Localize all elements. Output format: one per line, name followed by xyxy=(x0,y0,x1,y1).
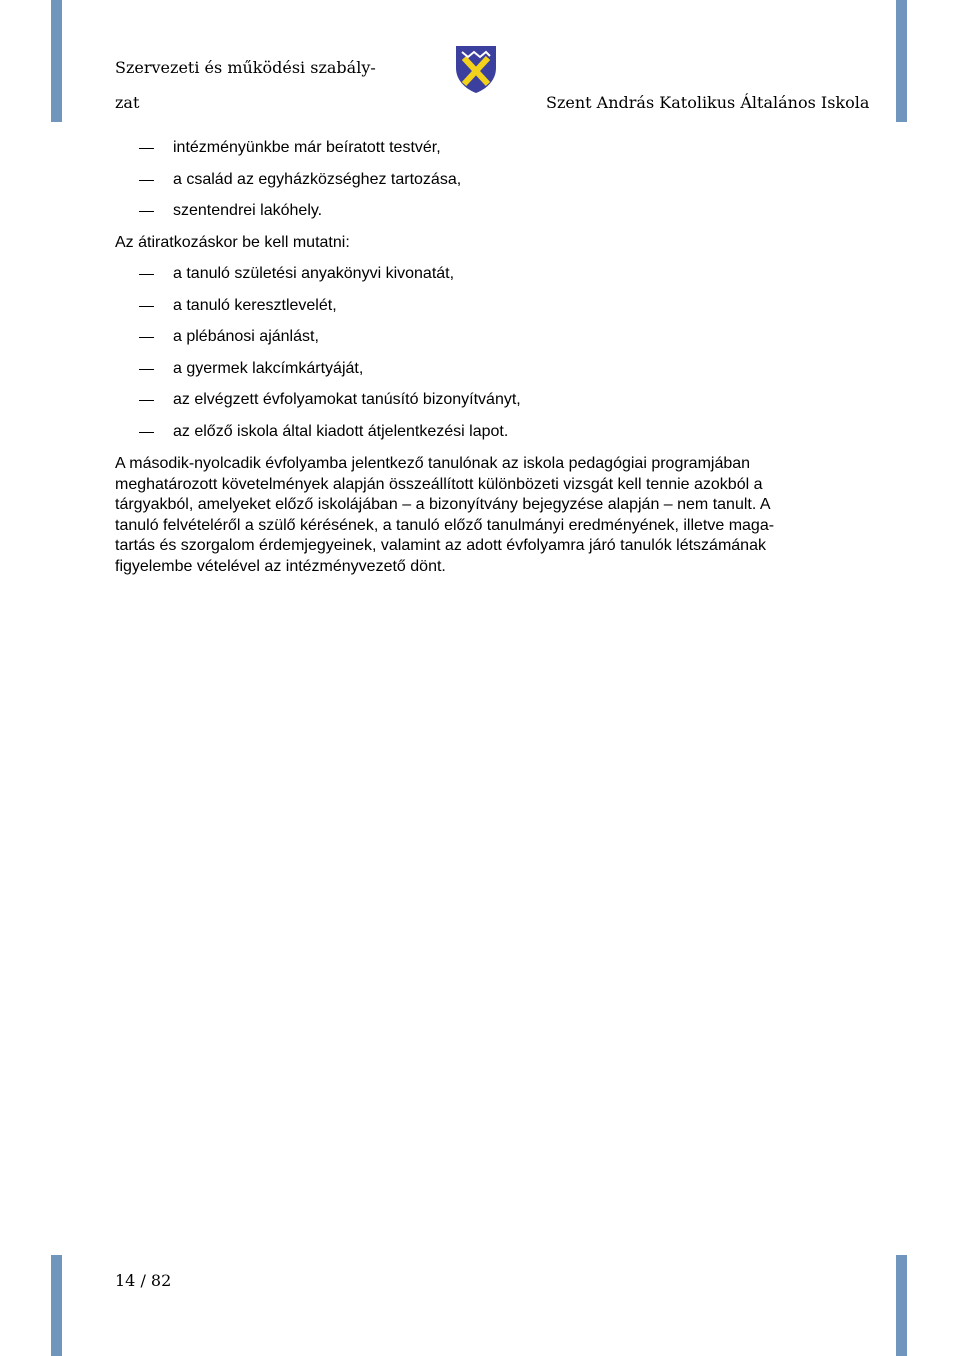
dash-bullet-icon xyxy=(139,432,154,433)
list-item: a tanuló keresztlevelét, xyxy=(115,296,850,328)
paragraph-line: A második-nyolcadik évfolyamba jelentkező tanulónak az iskola pedagógiai programjában xyxy=(115,455,751,472)
doc-title-line2: zat xyxy=(115,93,140,112)
header-right-bar xyxy=(896,0,907,122)
list-required-documents xyxy=(115,264,850,453)
list-item: a gyermek lakcímkártyáját, xyxy=(115,359,850,391)
dash-bullet-icon xyxy=(139,274,154,275)
body-paragraph xyxy=(115,454,850,577)
dash-bullet-icon xyxy=(139,148,154,149)
dash-bullet-icon xyxy=(139,337,154,338)
list-item: az előző iskola által kiadott átjelentkezési lapot. xyxy=(115,422,850,454)
list-item: intézményünkbe már beíratott testvér, xyxy=(115,138,850,170)
paragraph-line: figyelembe vételével az intézményvezető dönt. xyxy=(115,557,446,575)
dash-bullet-icon xyxy=(139,180,154,181)
paragraph-line: tanuló felvételéről a szülő kérésének, a tanuló előző tanulmányi eredményének, illetve maga- xyxy=(115,516,775,534)
footer-right-bar xyxy=(896,1255,907,1356)
dash-bullet-icon xyxy=(139,306,154,307)
list-item: szentendrei lakóhely. xyxy=(115,201,850,233)
list-admission-criteria xyxy=(115,138,850,233)
paragraph-line: meghatározott követelmények alapján összeállított különbözeti vizsgát kell tennie azokból a xyxy=(115,475,763,493)
dash-bullet-icon xyxy=(139,369,154,370)
list-item: az elvégzett évfolyamokat tanúsító bizonyítványt, xyxy=(115,390,850,422)
school-crest-icon xyxy=(454,44,498,94)
list-item: a család az egyházközséghez tartozása, xyxy=(115,170,850,202)
school-name: Szent András Katolikus Általános Iskola xyxy=(546,93,870,112)
paragraph-line: tárgyakból, amelyeket előző iskolájában – a bizonyítvány bejegyzése alapján – nem tanult. A xyxy=(115,496,771,513)
page-number: 14 / 82 xyxy=(115,1271,172,1290)
footer-left-bar xyxy=(51,1255,62,1356)
list-item: a tanuló születési anyakönyvi kivonatát, xyxy=(115,264,850,296)
list-item: a plébánosi ajánlást, xyxy=(115,327,850,359)
intro-documents: Az átiratkozáskor be kell mutatni: xyxy=(115,233,350,251)
header-left-bar xyxy=(51,0,62,122)
page-content xyxy=(115,138,850,577)
dash-bullet-icon xyxy=(139,211,154,212)
dash-bullet-icon xyxy=(139,400,154,401)
paragraph-line: tartás és szorgalom érdemjegyeinek, valamint az adott évfolyamra járó tanulók létszámának xyxy=(115,537,766,554)
doc-title-line1: Szervezeti és működési szabály- xyxy=(115,58,376,77)
